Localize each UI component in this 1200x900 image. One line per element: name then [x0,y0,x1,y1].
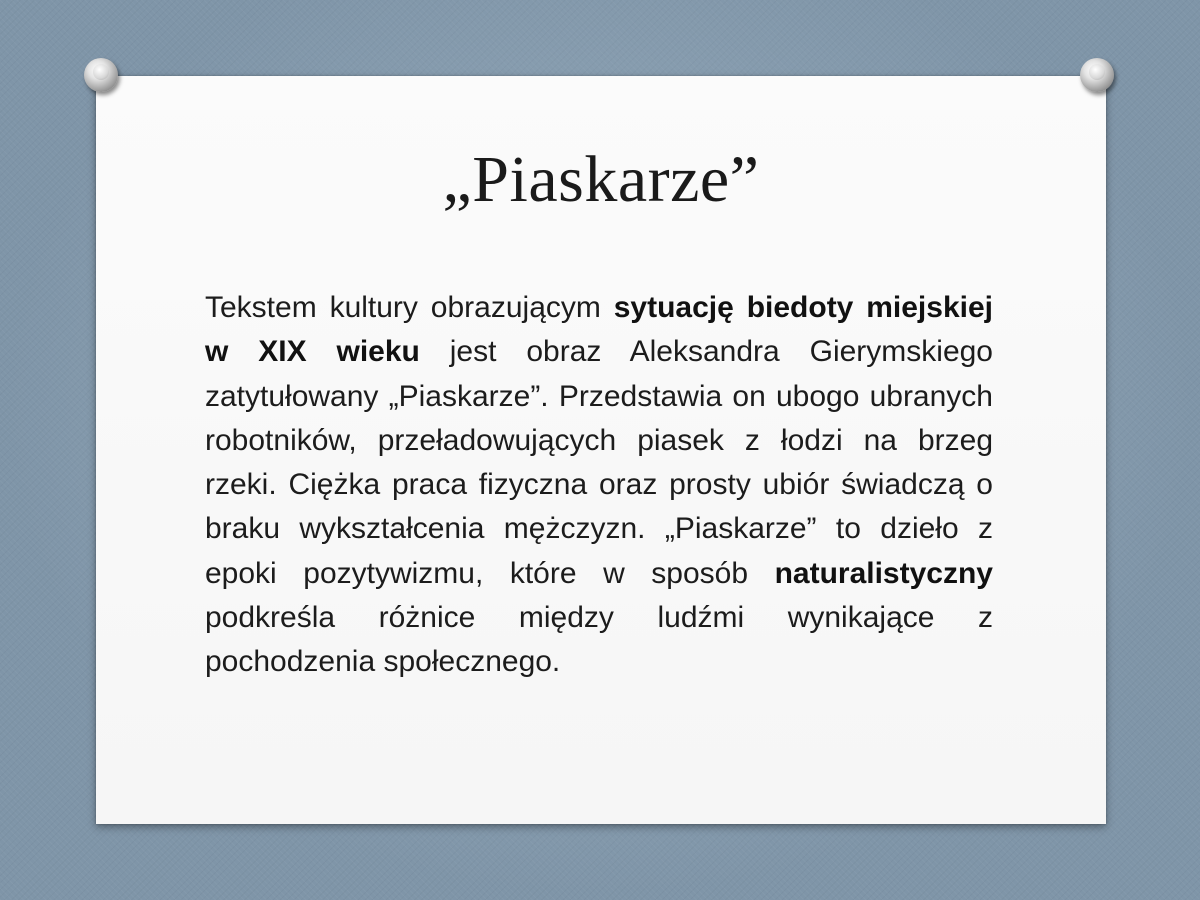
slide-title: „Piaskarze” [442,143,760,216]
body-text-highlight-2: naturalistyczny [774,556,993,590]
body-text-part-2: jest obraz Aleksandra Gierymskiego zatytułowany „Piaskarze”. Przedstawia on ubogo ubranych robotników, przeładowujących piasek z łodzi na brzeg rzeki. Ciężka praca fizyczna oraz prosty ubiór świadczą o braku wykształcenia mężczyzn. „Piaskarze” to dzieło z epoki pozytywizmu, które w sposób [205,335,993,590]
slide-body-text [205,286,993,685]
pushpin-icon [84,58,118,92]
body-text-part-1: Tekstem kultury obrazującym [205,291,614,324]
body-text-highlight-1: sytuację biedoty miejskiej w XIX wieku [205,291,993,369]
body-text-part-3: podkreśla różnice między ludźmi wynikające z pochodzenia społecznego. [205,601,993,679]
pushpin-icon [1080,58,1114,92]
